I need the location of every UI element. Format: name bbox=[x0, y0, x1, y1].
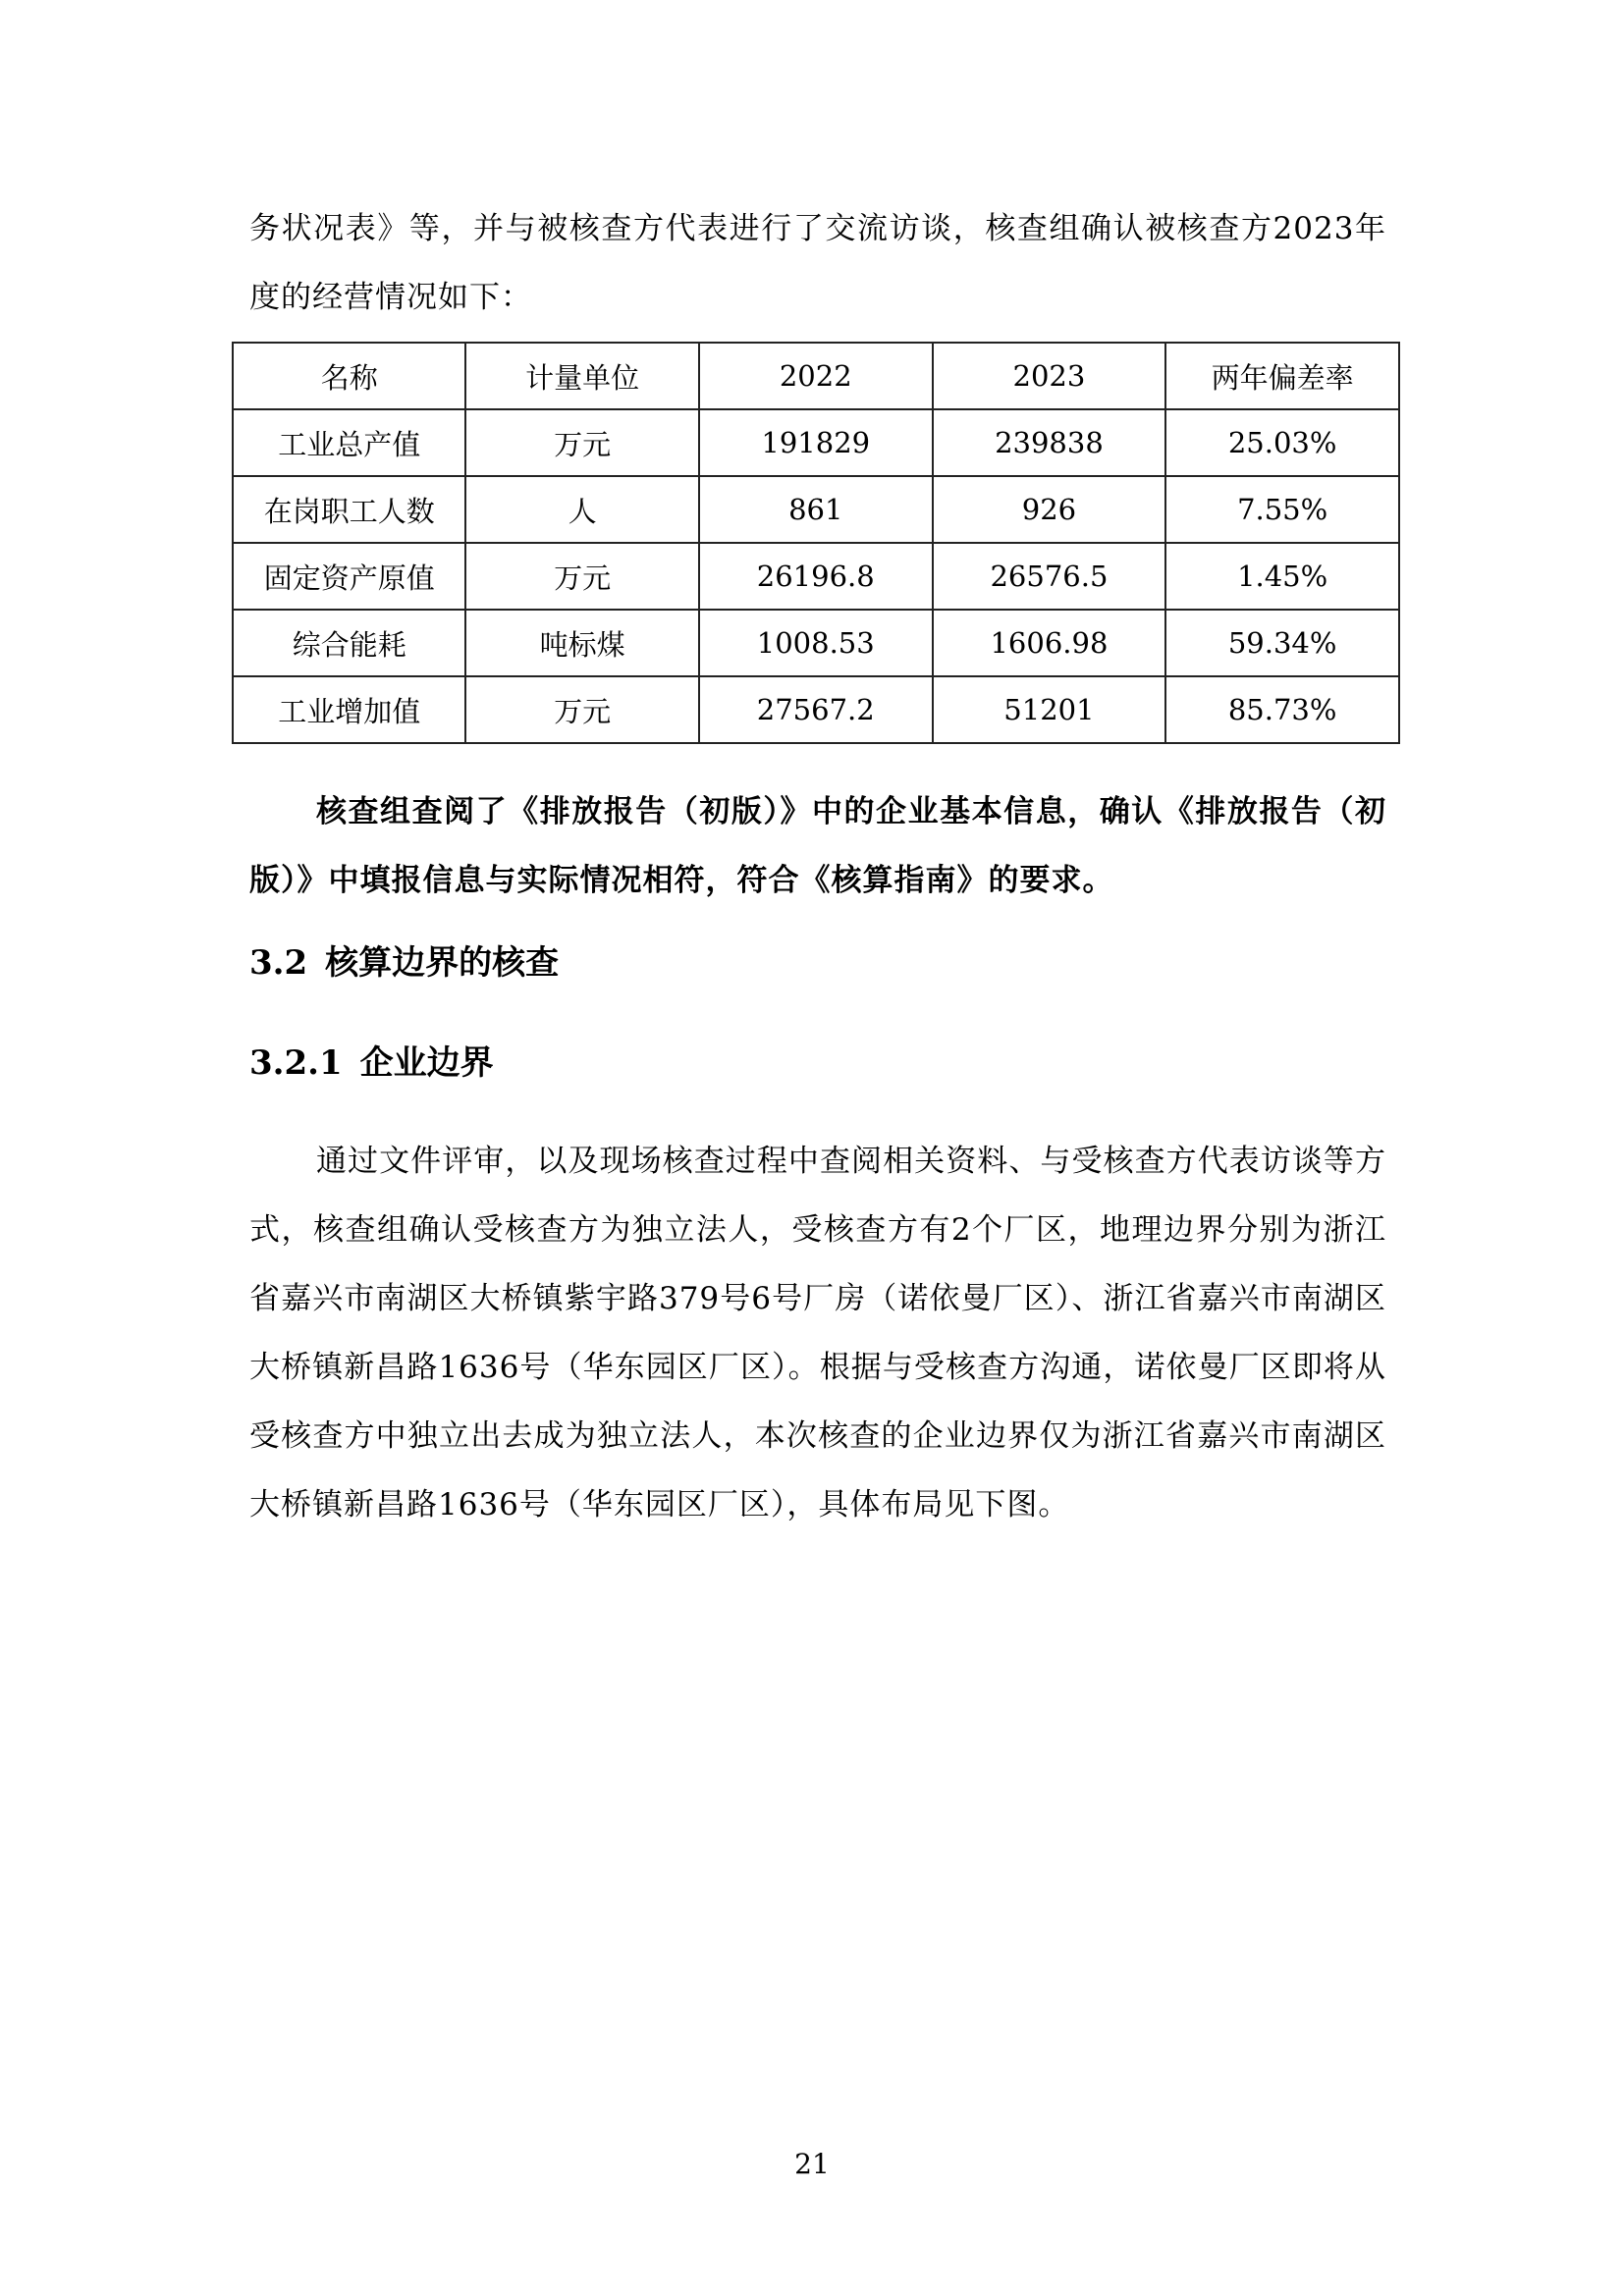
table-row bbox=[233, 543, 1399, 610]
table-cell: 固定资产原值 bbox=[233, 543, 465, 610]
table-cell: 926 bbox=[933, 476, 1166, 543]
intro-paragraph: 务状况表》等，并与被核查方代表进行了交流访谈，核查组确认被核查方2023年度的经营情况如下： bbox=[249, 211, 1386, 315]
section-title: 企业边界 bbox=[359, 1043, 494, 1083]
table-cell: 191829 bbox=[699, 409, 933, 476]
section-title: 核算边界的核查 bbox=[325, 943, 560, 983]
confirmation-paragraph: 核查组查阅了《排放报告（初版）》中的企业基本信息，确认《排放报告（初版）》中填报信息与实际情况相符，符合《核算指南》的要求。 bbox=[249, 794, 1386, 898]
section-heading-3-2 bbox=[249, 940, 559, 986]
table-cell: 万元 bbox=[465, 543, 698, 610]
table-cell: 51201 bbox=[933, 676, 1166, 743]
table-cell: 综合能耗 bbox=[233, 610, 465, 676]
table-cell: 工业增加值 bbox=[233, 676, 465, 743]
section-heading-3-2-1 bbox=[249, 1041, 494, 1086]
operating-status-table bbox=[232, 342, 1400, 744]
table-header-cell: 两年偏差率 bbox=[1165, 343, 1399, 409]
table-cell: 26196.8 bbox=[699, 543, 933, 610]
table-cell: 27567.2 bbox=[699, 676, 933, 743]
table-cell: 万元 bbox=[465, 676, 698, 743]
table-cell: 239838 bbox=[933, 409, 1166, 476]
table-row bbox=[233, 610, 1399, 676]
enterprise-boundary-paragraph: 通过文件评审，以及现场核查过程中查阅相关资料、与受核查方代表访谈等方式，核查组确认受核查方为独立法人，受核查方有2个厂区，地理边界分别为浙江省嘉兴市南湖区大桥镇紫宇路379号6号厂房（诺依曼厂区）、浙江省嘉兴市南湖区大桥镇新昌路1636号（华东园区厂区）。根据与受核查方沟通，诺依曼厂区即将从受核查方中独立出去成为独立法人，本次核查的企业边界仅为浙江省嘉兴市南湖区大桥镇新昌路1636号（华东园区厂区），具体布局见下图。 bbox=[249, 1144, 1386, 1522]
table-header-row bbox=[233, 343, 1399, 409]
table-cell: 1008.53 bbox=[699, 610, 933, 676]
table-cell: 1606.98 bbox=[933, 610, 1166, 676]
table-row bbox=[233, 409, 1399, 476]
page-number: 21 bbox=[794, 2148, 830, 2180]
table-cell: 1.45% bbox=[1165, 543, 1399, 610]
table-cell: 吨标煤 bbox=[465, 610, 698, 676]
table-row bbox=[233, 476, 1399, 543]
table-cell: 26576.5 bbox=[933, 543, 1166, 610]
table-cell: 工业总产值 bbox=[233, 409, 465, 476]
section-number: 3.2.1 bbox=[249, 1043, 343, 1083]
table-cell: 861 bbox=[699, 476, 933, 543]
table-cell: 万元 bbox=[465, 409, 698, 476]
table-header-cell: 2022 bbox=[699, 343, 933, 409]
table-row bbox=[233, 676, 1399, 743]
table-header-cell: 2023 bbox=[933, 343, 1166, 409]
table-cell: 人 bbox=[465, 476, 698, 543]
table-cell: 59.34% bbox=[1165, 610, 1399, 676]
table-cell: 25.03% bbox=[1165, 409, 1399, 476]
table-cell: 7.55% bbox=[1165, 476, 1399, 543]
table-header-cell: 名称 bbox=[233, 343, 465, 409]
table-cell: 85.73% bbox=[1165, 676, 1399, 743]
section-number: 3.2 bbox=[249, 943, 308, 983]
table-cell: 在岗职工人数 bbox=[233, 476, 465, 543]
table-header-cell: 计量单位 bbox=[465, 343, 698, 409]
